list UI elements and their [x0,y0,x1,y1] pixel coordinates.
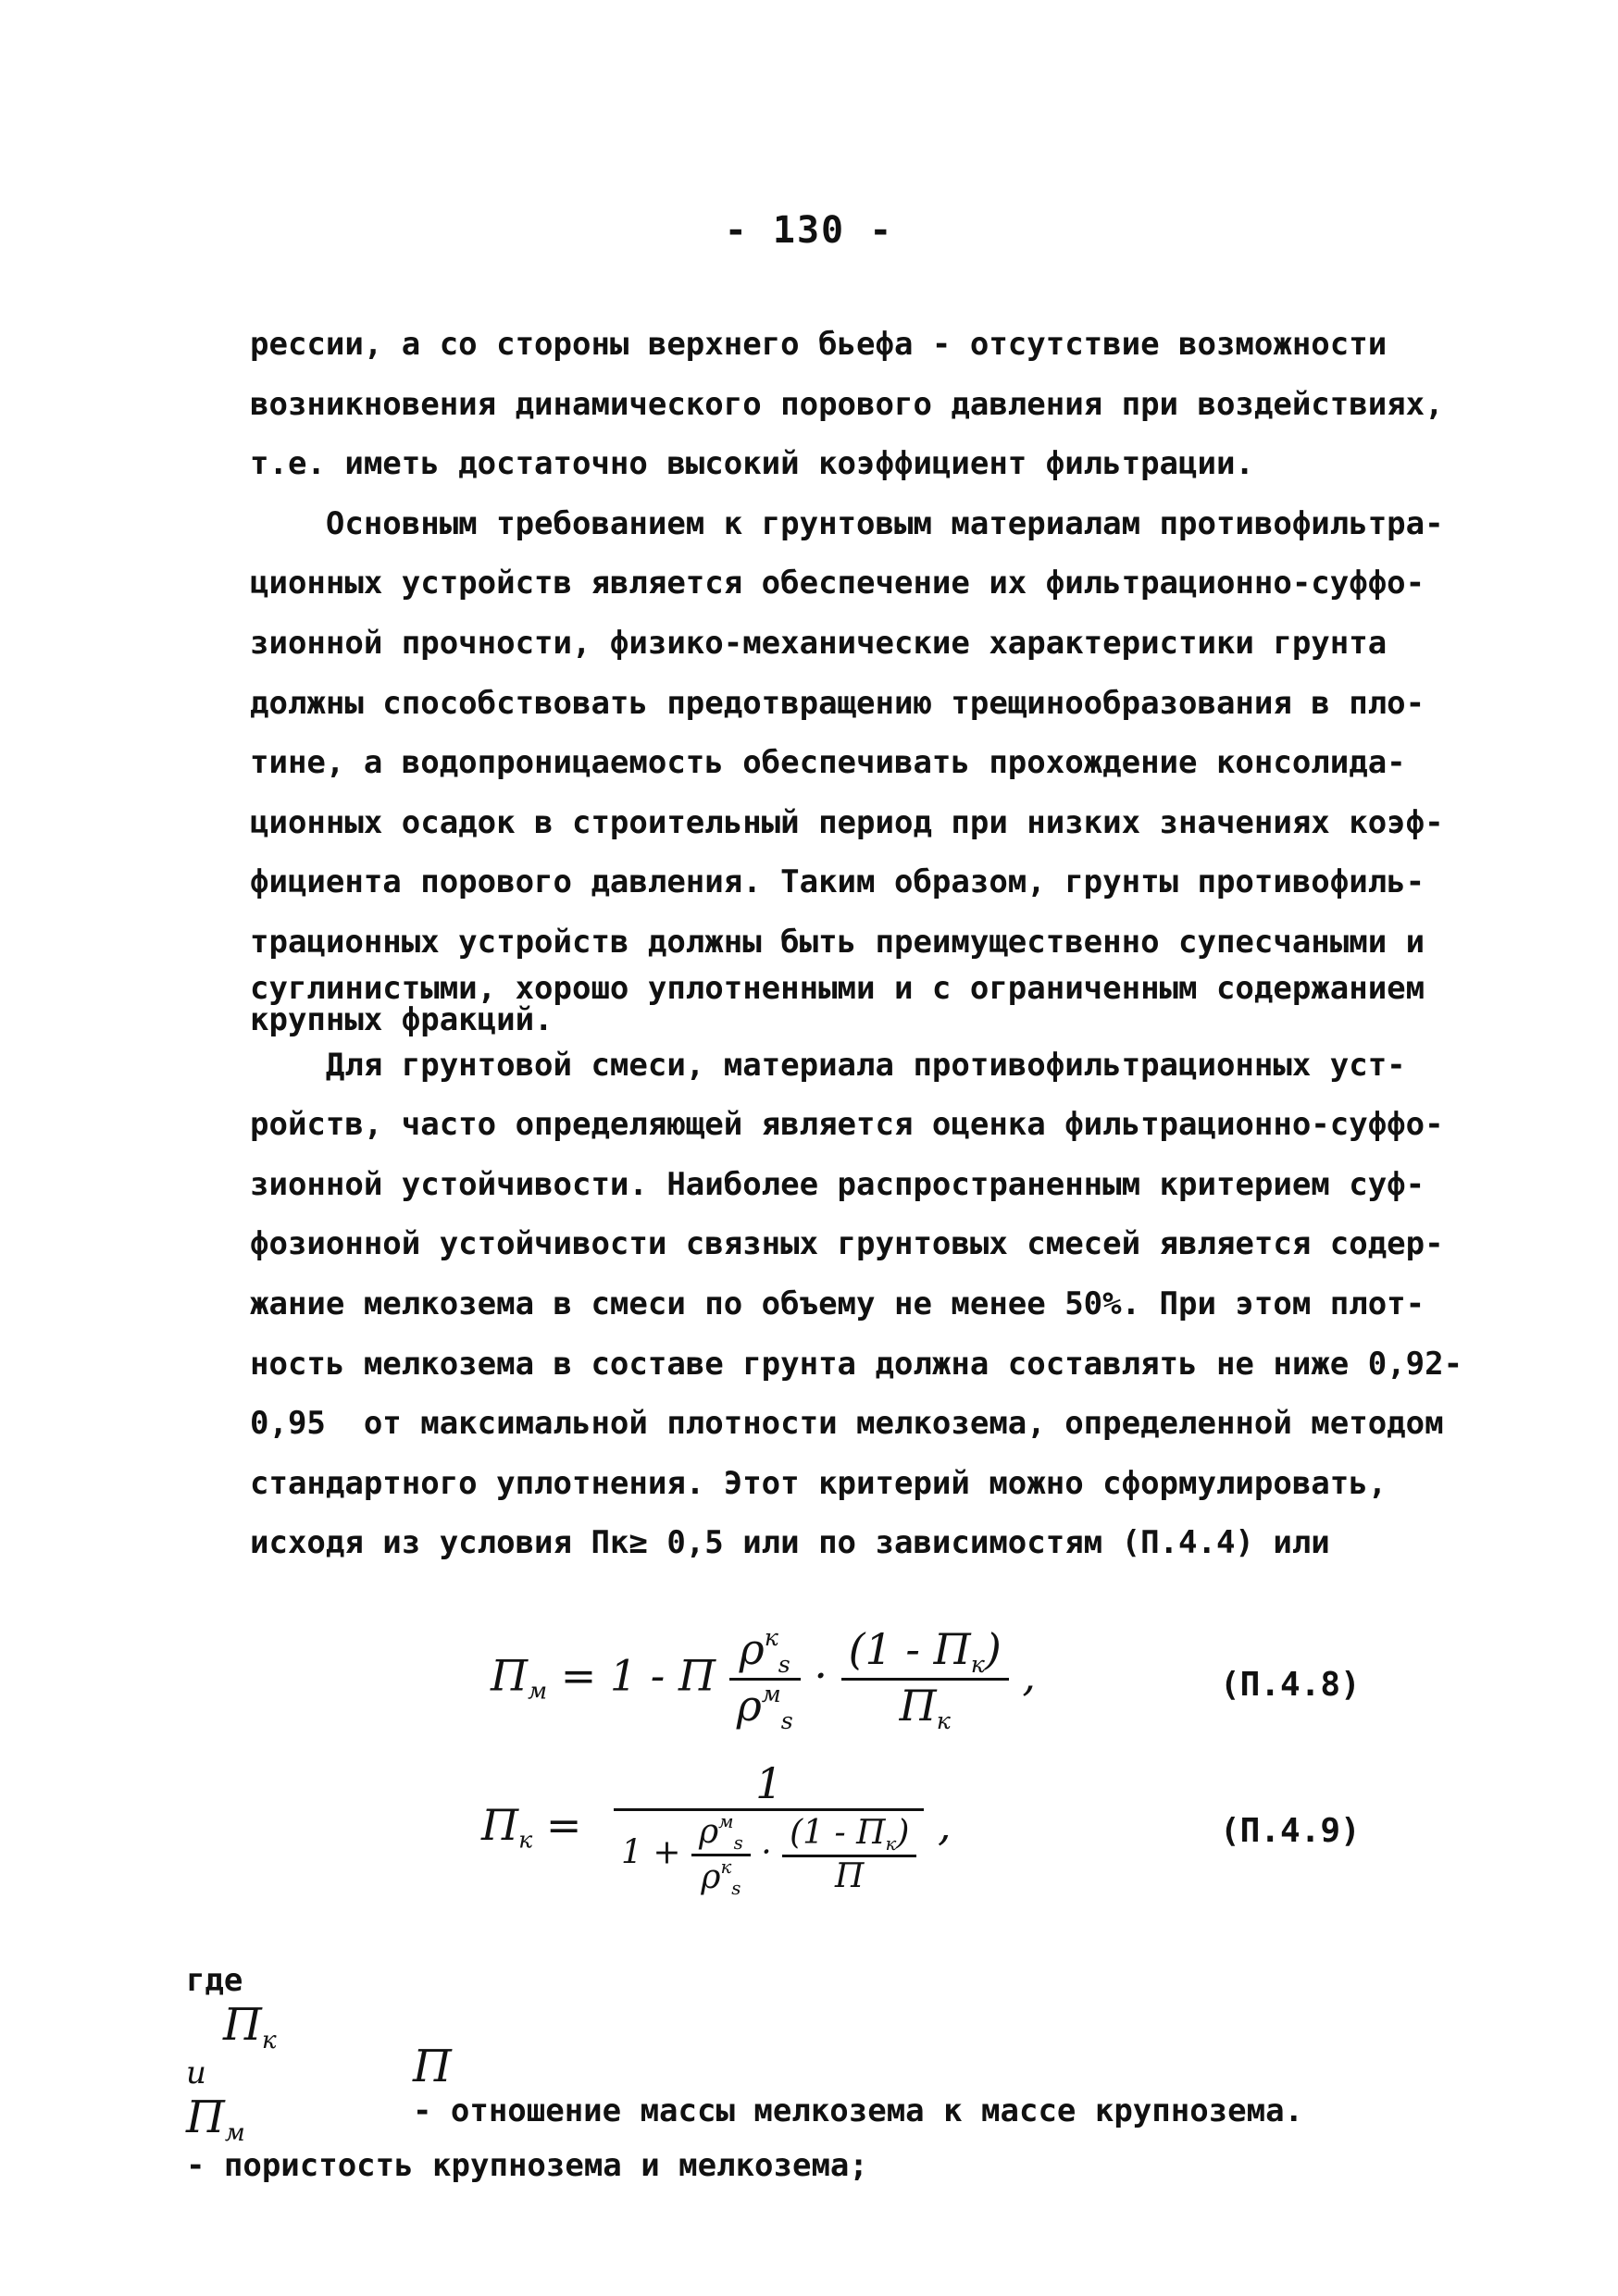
density-fraction [729,1624,801,1734]
text-line: возникновения динамического порового давления при воздействиях, [250,385,1444,423]
text-line: фозионной устойчивости связных грунтовых смесей является содер- [250,1225,1444,1263]
formula-equals: = [545,1799,582,1850]
formula-lhs-subscript: к [518,1826,533,1854]
text-line: фициента порового давления. Таким образом, грунты противофиль- [250,863,1425,901]
formula-lhs-subscript: м [528,1677,548,1705]
fraction-denominator: $П_к$ [899,1681,951,1734]
formula-comma: , [938,1799,952,1850]
text-line: 0,95 от максимальной плотности мелкозема, определенной методом [250,1405,1444,1443]
where-label: где [185,1962,243,1999]
formula-p-4-8 [491,1624,1036,1734]
text-line: ционных осадок в строительный период при низких значениях коэф- [250,803,1444,841]
formula-lhs: П [481,1799,519,1850]
text-line: Для грунтовой смеси, материала противофильтрационных уст- [250,1046,1406,1084]
definition-line-2 [375,2004,1303,2129]
text-line: исходя из условия Пк≥ 0,5 или по зависимостям (П.4.4) или [250,1524,1330,1562]
fraction-numerator: $(1 - П_к)$ [841,1624,1009,1681]
symbol-pk: $П_к$ [222,1999,277,2055]
text-line: крупных фракций. [250,1000,554,1038]
text-line: зионной устойчивости. Наиболее распространенным критерием суф- [250,1165,1425,1203]
text-line: зионной прочности, физико-механические характеристики грунта [250,624,1388,662]
definition-text-2: - отношение массы мелкозема к массе крупнозема. [412,2092,1304,2129]
density-fraction: $\frac{\rho^м_s}{\rho^к_s}$ [691,1811,751,1899]
fraction-denominator: $\rho^м_s$ [736,1681,793,1735]
text-line: рессии, а со стороны верхнего бьефа - отсутствие возможности [250,326,1388,363]
formula-lhs: П [491,1650,529,1701]
text-line: т.е. иметь достаточно высокий коэффициент фильтрации. [250,445,1254,483]
formula-label-p-4-8: (П.4.8) [1220,1666,1361,1704]
formula-equals: = 1 - П [560,1650,716,1701]
text-line: тине, а водопроницаемость обеспечивать прохождение консолида- [250,744,1406,782]
text-line: стандартного уплотнения. Этот критерий можно сформулировать, [250,1464,1388,1502]
formula-label-p-4-9: (П.4.9) [1220,1812,1361,1850]
main-fraction [614,1758,924,1899]
text-line: суглинистыми, хорошо уплотненными и с ограниченным содержанием [250,969,1425,1007]
porosity-fraction [841,1624,1009,1734]
formula-comma: , [1022,1650,1037,1701]
text-line: трационных устройств должны быть преимущественно супесчаными и [250,923,1425,961]
symbol-pm: $П_м$ [185,2091,245,2148]
text-line: ройств, часто определяющей является оценка фильтрационно-суффо- [250,1106,1444,1144]
text-line: ность мелкозема в составе грунта должна составлять не ниже 0,92- [250,1345,1463,1383]
text-line: ционных устройств является обеспечение их фильтрационно-суффо- [250,565,1425,602]
fraction-denominator: 1 + $\frac{\rho^м_s}{\rho^к_s}$ · $\frac{(1 - П_к)}{П}$ [614,1811,924,1899]
symbol-p: П [412,2041,452,2092]
fraction-numerator: $\rho^к_s$ [729,1624,801,1681]
porosity-fraction: $\frac{(1 - П_к)}{П}$ [782,1814,916,1895]
page-number: - 130 - [724,209,894,252]
fraction-numerator: 1 [614,1758,924,1811]
body-text [250,315,1481,1573]
text-line: Основным требованием к грунтовым материалам противофильтра- [250,504,1444,542]
text-line: должны способствовать предотвращению трещинообразования в пло- [250,684,1425,722]
formula-p-4-9 [481,1758,952,1899]
and-word: и [185,2054,206,2092]
text-line: жание мелкозема в смеси по объему не менее 50%. При этом плот- [250,1285,1425,1322]
formula-dot: · [814,1650,828,1701]
definition-text-1: - пористость крупнозема и мелкозема; [185,2147,868,2185]
